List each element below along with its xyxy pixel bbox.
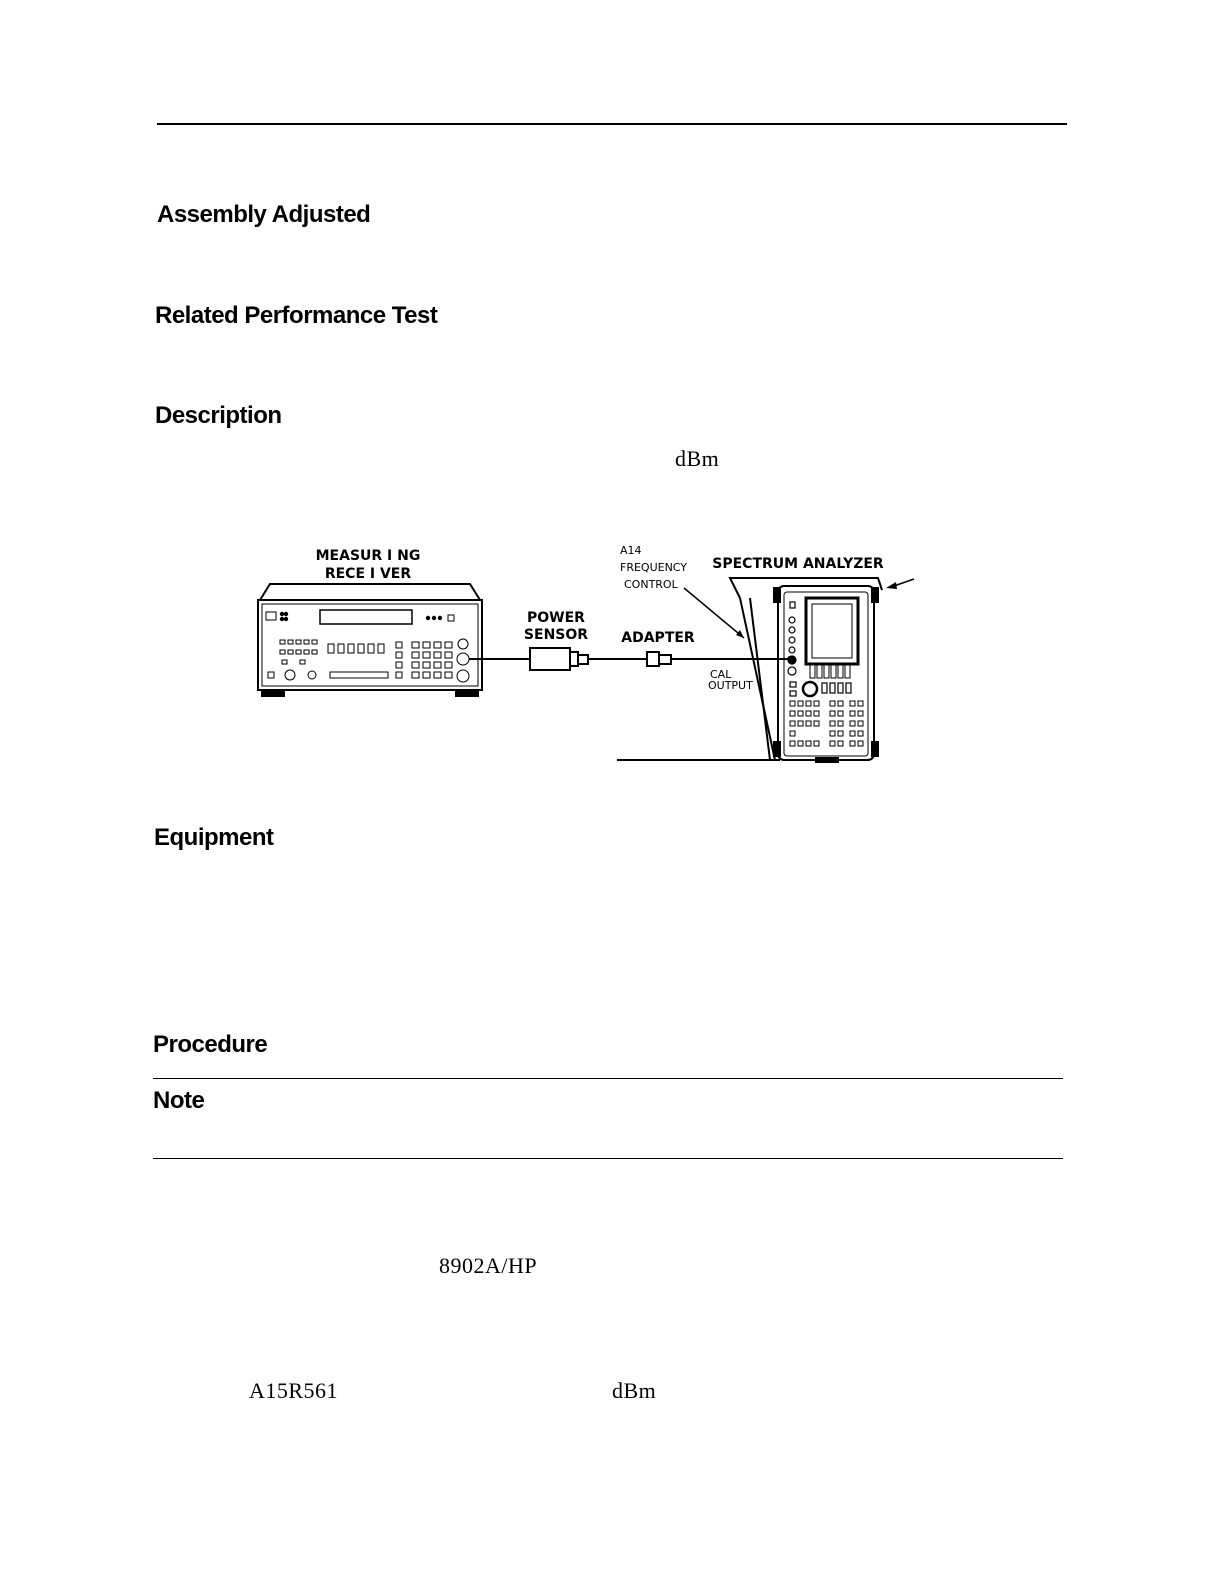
adapter bbox=[647, 652, 671, 666]
cal-output-label-1: CAL bbox=[710, 668, 732, 681]
note-bottom-rule bbox=[153, 1158, 1063, 1159]
procedure-unit-text: dBm bbox=[612, 1378, 657, 1403]
a14-label-3: CONTROL bbox=[624, 578, 678, 591]
measuring-receiver-instrument bbox=[258, 584, 482, 696]
adapter-label: ADAPTER bbox=[621, 630, 695, 646]
spectrum-analyzer-instrument bbox=[774, 586, 878, 762]
procedure-component-text: A15R561 bbox=[249, 1378, 339, 1403]
power-sensor-label-1: POWER bbox=[527, 610, 585, 626]
a14-label-1: A14 bbox=[620, 544, 642, 557]
power-sensor-label-2: SENSOR bbox=[523, 627, 589, 643]
related-performance-test-heading: Related Performance Test bbox=[155, 302, 438, 329]
description-heading: Description bbox=[155, 402, 282, 429]
measuring-receiver-label-2: RECE I VER bbox=[324, 566, 412, 582]
cal-output-label-2: OUTPUT bbox=[708, 679, 753, 692]
a14-label-2: FREQUENCY bbox=[620, 561, 688, 574]
procedure-model-text: 8902A/HP bbox=[439, 1253, 538, 1278]
rear-arrow-head bbox=[886, 582, 897, 589]
assembly-adjusted-heading: Assembly Adjusted bbox=[157, 201, 371, 228]
note-top-rule bbox=[153, 1078, 1063, 1079]
spectrum-analyzer-label: SPECTRUM ANALYZER bbox=[712, 556, 884, 572]
power-sensor bbox=[530, 648, 588, 670]
description-unit-text: dBm bbox=[675, 446, 720, 471]
top-rule bbox=[157, 123, 1067, 125]
cal-output-connector bbox=[787, 656, 793, 662]
procedure-heading: Procedure bbox=[153, 1031, 268, 1058]
measuring-receiver-label-1: MEASUR I NG bbox=[315, 548, 421, 564]
note-heading: Note bbox=[153, 1087, 205, 1114]
equipment-setup-diagram bbox=[250, 538, 930, 778]
equipment-heading: Equipment bbox=[154, 824, 274, 851]
rear-arrow-line bbox=[894, 579, 914, 586]
a14-leader-arrow bbox=[736, 630, 744, 638]
